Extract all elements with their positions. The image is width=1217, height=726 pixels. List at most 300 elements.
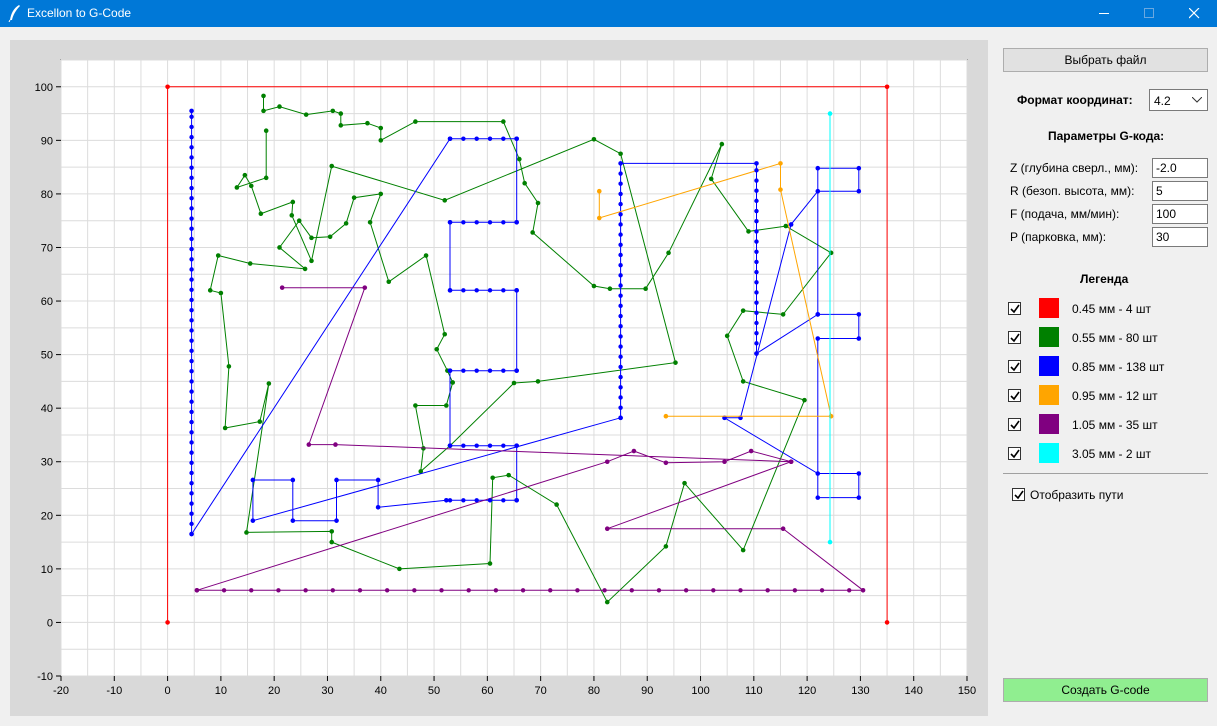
drill-point — [304, 112, 309, 117]
drill-point — [488, 443, 492, 447]
drill-point — [307, 442, 312, 447]
drill-point — [618, 365, 622, 369]
drill-point — [602, 588, 606, 592]
drill-point — [303, 588, 307, 592]
drill-point — [784, 224, 789, 229]
drill-point — [334, 478, 339, 483]
drill-point — [618, 355, 622, 359]
drill-point — [329, 529, 334, 534]
drill-point — [618, 273, 622, 277]
drill-point — [488, 498, 492, 502]
close-icon — [1189, 8, 1200, 19]
drill-point — [548, 588, 552, 592]
drill-point — [338, 123, 343, 128]
drill-point — [424, 253, 429, 258]
drill-point — [536, 201, 541, 206]
drill-point — [754, 260, 758, 264]
minimize-icon — [1099, 8, 1110, 19]
x-tick-label: 130 — [851, 685, 870, 697]
drill-point — [189, 145, 193, 149]
drill-point — [448, 220, 452, 224]
drill-point — [448, 288, 452, 292]
drill-point — [333, 442, 338, 447]
drill-point — [362, 285, 367, 290]
drill-point — [605, 600, 610, 605]
drill-point — [165, 84, 170, 89]
legend-label-1: 0.55 мм - 80 шт — [1072, 331, 1158, 345]
drill-point — [618, 405, 622, 409]
drill-point — [857, 471, 862, 476]
drill-point — [412, 588, 416, 592]
drill-point — [618, 375, 622, 379]
drill-point — [514, 137, 518, 141]
drill-point — [592, 137, 597, 142]
drill-point — [189, 308, 193, 312]
drill-point — [754, 239, 758, 243]
drill-point — [754, 168, 758, 172]
drill-point — [189, 450, 193, 454]
drill-point — [189, 125, 193, 129]
show-paths-checkbox[interactable] — [1012, 488, 1025, 501]
separator — [1003, 473, 1208, 474]
drill-point — [857, 495, 862, 500]
check-icon — [1010, 420, 1020, 430]
drill-point — [720, 142, 725, 147]
legend-checkbox-2[interactable] — [1008, 360, 1021, 373]
drill-point — [754, 321, 758, 325]
maximize-button[interactable] — [1127, 0, 1172, 27]
drill-point — [195, 588, 199, 592]
drill-point — [488, 288, 492, 292]
drill-point — [189, 288, 193, 292]
drill-point — [334, 518, 339, 523]
drill-point — [189, 109, 194, 114]
drill-point — [189, 501, 193, 505]
drill-point — [251, 478, 256, 483]
drill-point — [474, 498, 478, 502]
drill-point — [618, 151, 623, 156]
drill-point — [461, 443, 465, 447]
drill-point — [189, 461, 193, 465]
window-title: Excellon to G-Code — [27, 6, 132, 20]
drill-point — [754, 341, 758, 345]
legend-heading: Легенда — [1080, 272, 1129, 286]
drill-point — [376, 478, 381, 483]
coord-format-select[interactable] — [1149, 89, 1208, 111]
show-paths-label: Отобразить пути — [1030, 488, 1124, 502]
drill-point — [521, 588, 525, 592]
drill-point — [309, 259, 314, 264]
drill-plot[interactable] — [10, 40, 988, 716]
legend-label-4: 1.05 мм - 35 шт — [1072, 418, 1158, 432]
param-z-input[interactable] — [1152, 158, 1208, 178]
x-tick-label: 120 — [797, 685, 817, 697]
drill-point — [189, 338, 193, 342]
drill-point — [434, 347, 439, 352]
drill-point — [277, 104, 282, 109]
drill-point — [244, 530, 249, 535]
drill-point — [461, 288, 465, 292]
chevron-down-icon — [1192, 97, 1202, 103]
drill-point — [781, 312, 786, 317]
drill-point — [857, 336, 862, 341]
drill-point — [630, 588, 634, 592]
drill-point — [189, 135, 193, 139]
drill-point — [189, 349, 193, 353]
drill-point — [618, 243, 622, 247]
drill-point — [754, 290, 758, 294]
drill-point — [261, 109, 266, 114]
drill-point — [684, 588, 688, 592]
legend-swatch-3 — [1039, 385, 1059, 405]
legend-checkbox-0[interactable] — [1008, 302, 1021, 315]
param-f-input[interactable] — [1152, 204, 1208, 224]
drill-point — [522, 181, 527, 186]
drill-point — [618, 293, 622, 297]
x-tick-label: 80 — [587, 685, 601, 697]
minimize-button[interactable] — [1082, 0, 1127, 27]
drill-point — [554, 502, 559, 507]
create-gcode-button[interactable]: Создать G-code — [1003, 678, 1208, 702]
param-z-label: Z (глубина сверл., мм): — [1010, 161, 1139, 175]
drill-point — [618, 304, 622, 308]
drill-point — [514, 288, 518, 292]
drill-point — [448, 137, 452, 141]
drill-point — [331, 109, 336, 114]
drill-point — [793, 588, 797, 592]
y-tick-label: 40 — [40, 403, 53, 416]
drill-point — [514, 498, 518, 502]
drill-point — [448, 443, 452, 447]
drill-point — [189, 481, 193, 485]
check-icon — [1010, 362, 1020, 372]
x-tick-label: -20 — [53, 685, 69, 697]
drill-point — [618, 324, 622, 328]
x-tick-label: 90 — [641, 685, 654, 697]
y-tick-label: 10 — [40, 563, 53, 576]
x-tick-label: 40 — [374, 685, 387, 697]
drill-point — [682, 481, 687, 486]
drill-point — [754, 178, 758, 182]
drill-point — [338, 111, 343, 116]
drill-point — [514, 220, 518, 224]
drill-point — [189, 257, 193, 261]
drill-point — [709, 177, 714, 182]
drill-point — [261, 94, 266, 99]
legend-swatch-4 — [1039, 414, 1059, 434]
drill-point — [643, 286, 648, 291]
drill-point — [444, 403, 449, 408]
y-tick-label: 60 — [40, 296, 53, 309]
param-r-input[interactable] — [1152, 181, 1208, 201]
plot-panel — [10, 40, 988, 716]
drill-point — [189, 471, 193, 475]
drill-point — [474, 137, 478, 141]
drill-point — [378, 126, 383, 131]
drill-point — [857, 189, 862, 194]
drill-point — [754, 280, 758, 284]
param-p-input[interactable] — [1152, 227, 1208, 247]
y-tick-label: 0 — [46, 617, 53, 630]
drill-point — [189, 176, 193, 180]
drill-point — [189, 206, 193, 210]
drill-point — [189, 237, 193, 241]
check-icon — [1010, 304, 1020, 314]
drill-point — [618, 232, 622, 236]
drill-point — [488, 561, 493, 566]
drill-point — [754, 250, 758, 254]
drill-point — [189, 298, 193, 302]
drill-point — [664, 461, 669, 466]
drill-point — [329, 164, 334, 169]
drill-point — [861, 588, 866, 593]
drill-point — [189, 400, 193, 404]
drill-point — [592, 284, 597, 289]
drill-point — [618, 416, 622, 420]
drill-point — [189, 440, 193, 444]
drill-point — [365, 121, 370, 126]
drill-point — [276, 588, 280, 592]
drill-point — [474, 220, 478, 224]
drill-point — [223, 426, 228, 431]
drill-point — [517, 157, 522, 162]
drill-point — [514, 443, 518, 447]
drill-point — [189, 247, 193, 251]
x-tick-label: 100 — [691, 685, 710, 697]
gcode-params-heading: Параметры G-кода: — [1048, 129, 1165, 143]
drill-point — [474, 368, 478, 372]
drill-point — [376, 505, 381, 510]
drill-point — [291, 518, 296, 523]
drill-point — [189, 165, 193, 169]
drill-point — [189, 532, 193, 536]
drill-point — [386, 279, 391, 284]
drill-point — [618, 202, 622, 206]
drill-point — [450, 380, 455, 385]
drill-point — [189, 196, 193, 200]
y-tick-label: 50 — [40, 349, 53, 362]
drill-point — [749, 449, 754, 454]
drill-point — [618, 283, 622, 287]
drill-point — [746, 229, 751, 234]
drill-point — [829, 251, 834, 256]
drill-point — [297, 218, 302, 223]
drill-point — [815, 189, 820, 194]
x-tick-label: 110 — [745, 685, 763, 697]
drill-point — [378, 138, 383, 143]
drill-point — [439, 588, 443, 592]
drill-point — [222, 588, 226, 592]
drill-point — [474, 288, 478, 292]
legend-label-3: 0.95 мм - 12 шт — [1072, 389, 1158, 403]
legend-swatch-2 — [1039, 356, 1059, 376]
drill-point — [248, 261, 253, 266]
x-tick-label: 30 — [321, 685, 334, 697]
drill-point — [618, 222, 622, 226]
choose-file-button[interactable]: Выбрать файл — [1003, 48, 1208, 72]
feather-icon — [8, 4, 22, 22]
drill-point — [413, 403, 418, 408]
drill-point — [264, 128, 269, 133]
drill-point — [597, 189, 602, 194]
drill-point — [216, 253, 221, 258]
x-tick-label: 20 — [268, 685, 281, 697]
drill-point — [575, 588, 579, 592]
x-tick-label: 140 — [904, 685, 923, 697]
drill-point — [259, 211, 264, 216]
drill-point — [632, 449, 637, 454]
drill-point — [331, 588, 335, 592]
drill-point — [501, 498, 505, 502]
drill-point — [461, 368, 465, 372]
drill-point — [501, 119, 506, 124]
coord-format-label: Формат координат: — [1017, 93, 1133, 107]
y-tick-label: 90 — [40, 135, 53, 148]
drill-point — [605, 459, 610, 464]
drill-point — [673, 360, 678, 365]
drill-point — [352, 195, 357, 200]
drill-point — [530, 230, 535, 235]
drill-point — [289, 213, 294, 218]
check-icon — [1010, 333, 1020, 343]
drill-point — [536, 379, 541, 384]
drill-point — [789, 459, 794, 464]
drill-point — [618, 161, 623, 166]
drill-point — [618, 253, 622, 257]
drill-point — [189, 115, 193, 119]
drill-point — [251, 518, 256, 523]
drill-point — [711, 588, 715, 592]
drill-point — [597, 216, 602, 221]
drill-point — [165, 620, 170, 625]
drill-point — [267, 381, 272, 386]
drill-point — [664, 544, 669, 549]
drill-point — [885, 620, 890, 625]
drill-point — [754, 161, 759, 166]
legend-checkbox-1[interactable] — [1008, 331, 1021, 344]
drill-point — [243, 173, 248, 178]
legend-label-0: 0.45 мм - 4 шт — [1072, 302, 1151, 316]
title-bar — [0, 0, 1217, 27]
drill-point — [828, 111, 833, 116]
drill-point — [397, 567, 402, 572]
drill-point — [754, 229, 758, 233]
drill-point — [461, 498, 465, 502]
drill-point — [189, 491, 193, 495]
drill-point — [820, 588, 824, 592]
drill-point — [189, 511, 193, 515]
drill-point — [789, 222, 794, 227]
drill-point — [618, 212, 622, 216]
drill-point — [618, 263, 622, 267]
legend-label-2: 0.85 мм - 138 шт — [1072, 360, 1165, 374]
drill-point — [461, 137, 465, 141]
drill-point — [618, 314, 622, 318]
drill-point — [189, 430, 193, 434]
drill-point — [219, 291, 224, 296]
drill-point — [461, 220, 465, 224]
drill-point — [442, 198, 447, 203]
y-tick-label: 20 — [40, 510, 53, 523]
drill-point — [608, 286, 613, 291]
drill-point — [754, 219, 758, 223]
legend-swatch-5 — [1039, 443, 1059, 463]
drill-point — [189, 186, 193, 190]
drill-point — [328, 234, 333, 239]
drill-point — [413, 119, 418, 124]
drill-point — [828, 540, 833, 545]
y-tick-label: 30 — [40, 456, 53, 469]
drill-point — [448, 368, 452, 372]
y-tick-label: -10 — [37, 671, 53, 683]
drill-point — [666, 251, 671, 256]
drill-point — [329, 540, 334, 545]
drill-point — [189, 359, 193, 363]
drill-point — [741, 308, 746, 313]
drill-point — [291, 478, 296, 483]
legend-swatch-0 — [1039, 298, 1059, 318]
drill-point — [501, 137, 505, 141]
drill-point — [467, 588, 471, 592]
drill-point — [815, 495, 820, 500]
drill-point — [885, 84, 890, 89]
y-tick-label: 70 — [40, 242, 53, 255]
drill-point — [815, 312, 820, 317]
drill-point — [738, 588, 742, 592]
drill-point — [741, 548, 746, 553]
x-tick-label: -10 — [106, 685, 123, 697]
drill-point — [264, 176, 269, 181]
drill-point — [847, 588, 851, 592]
drill-point — [280, 285, 285, 290]
drill-point — [514, 368, 518, 372]
drill-point — [815, 336, 820, 341]
drill-point — [488, 137, 492, 141]
drill-point — [490, 476, 495, 481]
drill-point — [618, 334, 622, 338]
y-tick-label: 80 — [40, 188, 53, 201]
legend-checkbox-4[interactable] — [1008, 418, 1021, 431]
drill-point — [778, 187, 783, 192]
drill-point — [781, 526, 786, 531]
drill-point — [189, 328, 193, 332]
x-tick-label: 0 — [164, 685, 171, 697]
legend-checkbox-5[interactable] — [1008, 447, 1021, 460]
drill-point — [368, 220, 373, 225]
param-r-label: R (безоп. высота, мм): — [1010, 184, 1135, 198]
drill-point — [815, 471, 820, 476]
drill-point — [249, 588, 253, 592]
legend-checkbox-3[interactable] — [1008, 389, 1021, 402]
check-icon — [1014, 490, 1024, 500]
drill-point — [189, 318, 193, 322]
drill-point — [474, 443, 478, 447]
coord-format-value: 4.2 — [1154, 94, 1171, 108]
drill-point — [754, 311, 758, 315]
drill-point — [815, 166, 820, 171]
drill-point — [488, 368, 492, 372]
drill-point — [442, 332, 447, 337]
drill-point — [506, 473, 511, 478]
drill-point — [754, 209, 758, 213]
drill-point — [227, 364, 232, 369]
drill-point — [618, 385, 622, 389]
close-button[interactable] — [1172, 0, 1217, 27]
drill-point — [309, 236, 314, 241]
drill-point — [378, 192, 383, 197]
drill-point — [189, 155, 193, 159]
x-tick-label: 10 — [214, 685, 228, 697]
